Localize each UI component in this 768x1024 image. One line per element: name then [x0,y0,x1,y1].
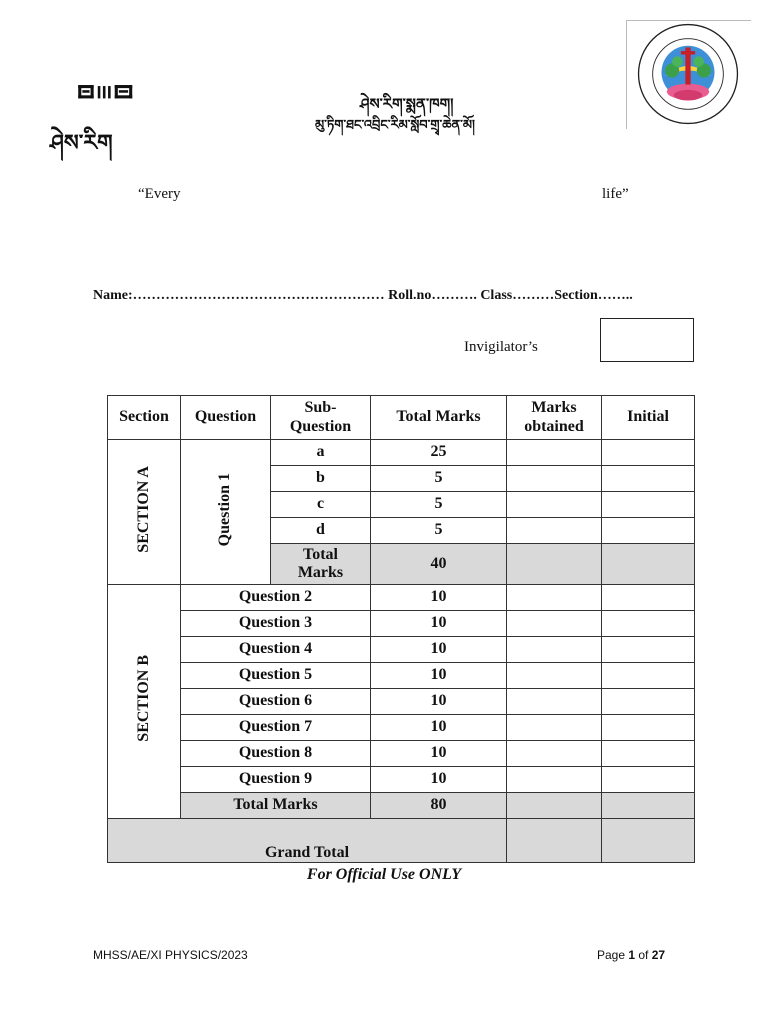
question-cell: Question 8 [181,741,371,767]
question-cell: Question 9 [181,767,371,793]
marks-obtained-cell[interactable] [507,466,602,492]
table-row [108,715,695,741]
initial-cell[interactable] [602,689,695,715]
total-marks-cell: 10 [371,715,507,741]
page-prefix: Page [597,948,629,962]
header-title-line1: ཤེས་རིག་སྨན་ཁག། [360,95,454,113]
marks-table [107,395,695,863]
table-row [108,611,695,637]
table-row [108,767,695,793]
header-title-line2: མུ་ཏིག་ཐང་འབྲིང་རིམ་སློབ་གྲྭ་ཆེན་མོ། [315,118,475,133]
grand-total-marks-obtained[interactable] [507,819,602,863]
grand-total-label: Grand Total [108,819,507,863]
page-total: 27 [651,948,666,962]
school-emblem-icon [627,21,749,127]
initial-cell[interactable] [602,466,695,492]
total-marks-cell: 10 [371,767,507,793]
total-marks-cell: 5 [371,518,507,544]
total-marks-cell: 10 [371,741,507,767]
student-info-line: Name:……………………………………………… Roll.no………. Class………Section…….. [93,288,633,303]
header-section: Section [108,396,181,440]
section-b-total-row [108,793,695,819]
section-b-label: SECTION B [134,655,152,743]
grand-total-initial[interactable] [602,819,695,863]
invigilator-signature-box[interactable] [600,318,694,362]
question-cell: Question 4 [181,637,371,663]
section-a-total-label: Total Marks [271,544,371,585]
marks-obtained-cell[interactable] [507,492,602,518]
section-b-total-value: 80 [371,793,507,819]
question-1-cell [181,440,271,585]
question-cell: Question 6 [181,689,371,715]
marks-obtained-cell[interactable] [507,637,602,663]
marks-obtained-cell[interactable] [507,663,602,689]
grand-total-row [108,819,695,863]
header-question: Question [181,396,271,440]
logo-tibetan-text: ཤེས་རིག [50,131,113,156]
initial-cell[interactable] [602,518,695,544]
initial-cell[interactable] [602,767,695,793]
question-cell: Question 3 [181,611,371,637]
page-number [597,948,665,962]
total-marks-cell: 10 [371,663,507,689]
page-of: of [635,948,652,962]
marks-obtained-cell[interactable] [507,793,602,819]
initial-cell[interactable] [602,611,695,637]
initial-cell[interactable] [602,585,695,611]
total-marks-cell: 10 [371,585,507,611]
section-a-label: SECTION A [134,465,152,553]
marks-obtained-cell[interactable] [507,518,602,544]
table-row [108,741,695,767]
initial-cell[interactable] [602,741,695,767]
table-row [108,689,695,715]
total-marks-cell: 5 [371,492,507,518]
initial-cell[interactable] [602,637,695,663]
marks-obtained-cell[interactable] [507,767,602,793]
header-total-marks: Total Marks [371,396,507,440]
total-marks-cell: 25 [371,440,507,466]
total-marks-cell: 10 [371,637,507,663]
initial-cell[interactable] [602,793,695,819]
header-sub-question: Sub- Question [271,396,371,440]
table-row [108,637,695,663]
ministry-logo-icon [50,84,162,120]
section-a-cell [108,440,181,585]
question-cell: Question 2 [181,585,371,611]
initial-cell[interactable] [602,715,695,741]
sub-question-cell: d [271,518,371,544]
marks-obtained-cell[interactable] [507,611,602,637]
table-header-row [108,396,695,440]
initial-cell[interactable] [602,544,695,585]
question-1-label: Question 1 [216,472,234,546]
header-initial: Initial [602,396,695,440]
marks-obtained-cell[interactable] [507,585,602,611]
marks-obtained-cell[interactable] [507,689,602,715]
section-a-total-value: 40 [371,544,507,585]
sub-question-cell: a [271,440,371,466]
total-marks-cell: 10 [371,611,507,637]
initial-cell[interactable] [602,663,695,689]
total-marks-cell: 10 [371,689,507,715]
motto-right-text: life” [602,186,629,202]
initial-cell[interactable] [602,492,695,518]
question-cell: Question 5 [181,663,371,689]
sub-question-cell: c [271,492,371,518]
invigilator-label: Invigilator’s [464,339,538,355]
marks-obtained-cell[interactable] [507,544,602,585]
motto-left-text: “Every [138,186,181,202]
table-row [108,663,695,689]
sub-question-cell: b [271,466,371,492]
marks-obtained-cell[interactable] [507,741,602,767]
header-marks-obtained: Marks obtained [507,396,602,440]
section-b-cell [108,585,181,819]
question-cell: Question 7 [181,715,371,741]
section-b-total-label: Total Marks [181,793,371,819]
marks-obtained-cell[interactable] [507,715,602,741]
table-row [108,440,695,466]
total-marks-cell: 5 [371,466,507,492]
table-row [108,585,695,611]
official-use-note: For Official Use ONLY [306,866,462,883]
page-current: 1 [628,948,636,962]
initial-cell[interactable] [602,440,695,466]
document-code: MHSS/AE/XI PHYSICS/2023 [93,948,248,962]
marks-obtained-cell[interactable] [507,440,602,466]
